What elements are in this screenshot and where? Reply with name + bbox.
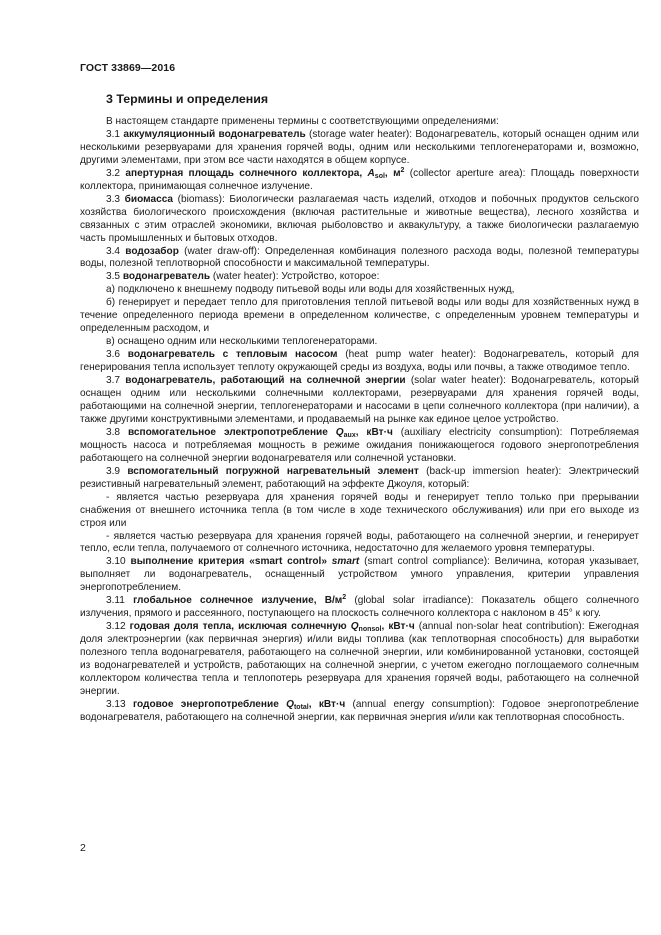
definition-3-2: 3.2 апертурная площадь солнечного коллектора, $A_{sol}$, $м^2$ (collector aperture area): Площадь поверхности коллектора, принимающая солнечное излучение. [80, 166, 640, 192]
definition-3-6: 3.6 водонагреватель с тепловым насосом (heat pump water heater): Водонагреватель, который для генерирования тепла использует теплоту окружающей среды из воздуха, воды или почвы, а также отводимое тепло. [80, 349, 639, 374]
term: выполнение критерия «smart control» smart [130, 556, 360, 568]
definition-3-10: 3.10 выполнение критерия «smart control» smart (smart control compliance): Величина, которая указывает, выполняет ли водонагреватель, оснащенный устройством умного управления, критерии управления энергопотреблением. [80, 556, 639, 594]
definition-3-9-dash-1: - является частью резервуара для хранения горячей воды и генерирует тепло только при прерывании снабжения от внешнего источника тепла (в том числе в ходе технического обслуживания) или при его выходе из строя или [80, 491, 639, 529]
term: вспомогательное электропотребление $Q_{aux}$, кВт·ч [127, 426, 393, 439]
definition-3-7: 3.7 водонагреватель, работающий на солнечной энергии (solar water heater): Водонагреватель, который оснащен одним или несколькими солнечными коллекторами, резервуарами для хранения горячей воды, работающими на солнечной энергии, теплогенераторами и насосами в цепи солнечного коллектора (при наличии), а также другими конструктивными элементами, и продаваемый на рынке как единое целое устройство. [80, 375, 639, 425]
definition-3-9-dash-2: - является частью резервуара для хранения горячей воды, работающего на солнечной энергии, и генерирует тепло, если тепла, получаемого от солнечного источника, недостаточно для желаемого уровня температуры. [80, 530, 639, 555]
term: биомасса [124, 193, 174, 205]
intro-paragraph: В настоящем стандарте применены термины с соответствующими определениями: [106, 116, 499, 127]
definition-3-5: 3.5 водонагреватель (water heater): Устройство, которое: [106, 271, 380, 283]
term: глобальное солнечное излучение, $В/м^2$ [133, 594, 347, 607]
definition-3-13: 3.13 годовое энергопотребление $Q_{total}$, кВт·ч (annual energy consumption): Годовое энергопотребление водонагревателя, работающего на солнечной энергии, как первичная энергия и/или как теплотворная способность. [80, 698, 639, 723]
term: апертурная площадь солнечного коллектора, $A_{sol}$, $м^2$ [125, 166, 405, 180]
definition-3-11: 3.11 глобальное солнечное излучение, $В/м^2$ (global solar irradiance): Показатель общего солнечного излучения, прямого и рассеянного, поступающего на плоскость солнечного коллектора с наклоном в 45° к югу. [80, 594, 639, 620]
definition-3-3: 3.3 биомасса (biomass): Биологически разлагаемая часть изделий, отходов и побочных продуктов сельского хозяйства биологического происхождения (включая растительные и животные вещества), лесного хозяйства и связанных с этим отраслей экономики, включая рыболовство и аквакультуру, а также биологически разлагаемую часть промышленных и бытовых отходов. [80, 193, 639, 244]
definition-3-5-item-b: б) генерирует и передает тепло для приготовления теплой питьевой воды или воды для хозяйственных нужд в течение определенного периода времени в определенном количестве, с определенным уровнем температуры и определенным расходом, и [80, 297, 639, 335]
term: вспомогательный погружной нагревательный элемент [127, 465, 419, 477]
page-number: 2 [80, 842, 86, 854]
term: водозабор [125, 245, 179, 257]
term: годовая доля тепла, исключая солнечную $Q_{nonsol}$, кВт·ч [129, 621, 415, 634]
definition-3-9: 3.9 вспомогательный погружной нагревательный элемент (back-up immersion heater): Электрический резистивный нагревательный элемент, работающий на эффекте Джоуля, который: [80, 465, 639, 490]
term: водонагреватель, работающий на солнечной энергии [125, 375, 406, 387]
section-title: 3 Термины и определения [106, 92, 269, 106]
definition-3-5-item-c: в) оснащено одним или несколькими теплогенераторами. [106, 336, 378, 348]
definition-3-8: 3.8 вспомогательное электропотребление $Q_{aux}$, кВт·ч (auxiliary electricity consumption): Потребляемая мощность насоса и потребляемая мощность в режиме ожидания понижающегося годового энергопотребления работающего на солнечной энергии водонагревателя или солнечной установки. [80, 426, 640, 464]
term: водонагреватель [122, 271, 211, 283]
definition-3-12: 3.12 годовая доля тепла, исключая солнечную $Q_{nonsol}$, кВт·ч (annual non-solar heat contribution): Ежегодная доля электроэнергии (как первичная энергия) и/или виды топлива (как теплотворная способность) для выработки полезного тепла водонагревателя, работающего на солнечной энергии, или комбинированной установки, состоящей из водонагревателей и устройств, работающих на солнечной энергии, с учетом ежегодно поглощаемого солнечным коллектором количества тепла и теплопотерь резервуара для хранения горячей воды, работающего на солнечной энергии. [80, 621, 640, 697]
term: водонагреватель с тепловым насосом [127, 349, 338, 361]
standard-header: ГОСТ 33869—2016 [80, 62, 176, 74]
definition-3-5-item-a: а) подключено к внешнему подводу питьевой воды или воды для хозяйственных нужд, [106, 284, 515, 296]
definition-3-1: 3.1 аккумуляционный водонагреватель (storage water heater): Водонагреватель, который оснащен одним или несколькими резервуарами для хранения горячей воды, одним или несколькими теплогенераторами и, возможно, другими элементами, при этом все части находятся в общем корпусе. [80, 128, 639, 166]
term: аккумуляционный водонагреватель [123, 128, 306, 140]
definitions-body [80, 116, 639, 725]
definition-3-4: 3.4 водозабор (water draw-off): Определенная комбинация полезного расхода воды, полезной температуры воды, полезной теплотворной способности и максимальной температуры. [80, 245, 639, 270]
term: годовое энергопотребление $Q_{total}$, кВт·ч [132, 698, 346, 711]
